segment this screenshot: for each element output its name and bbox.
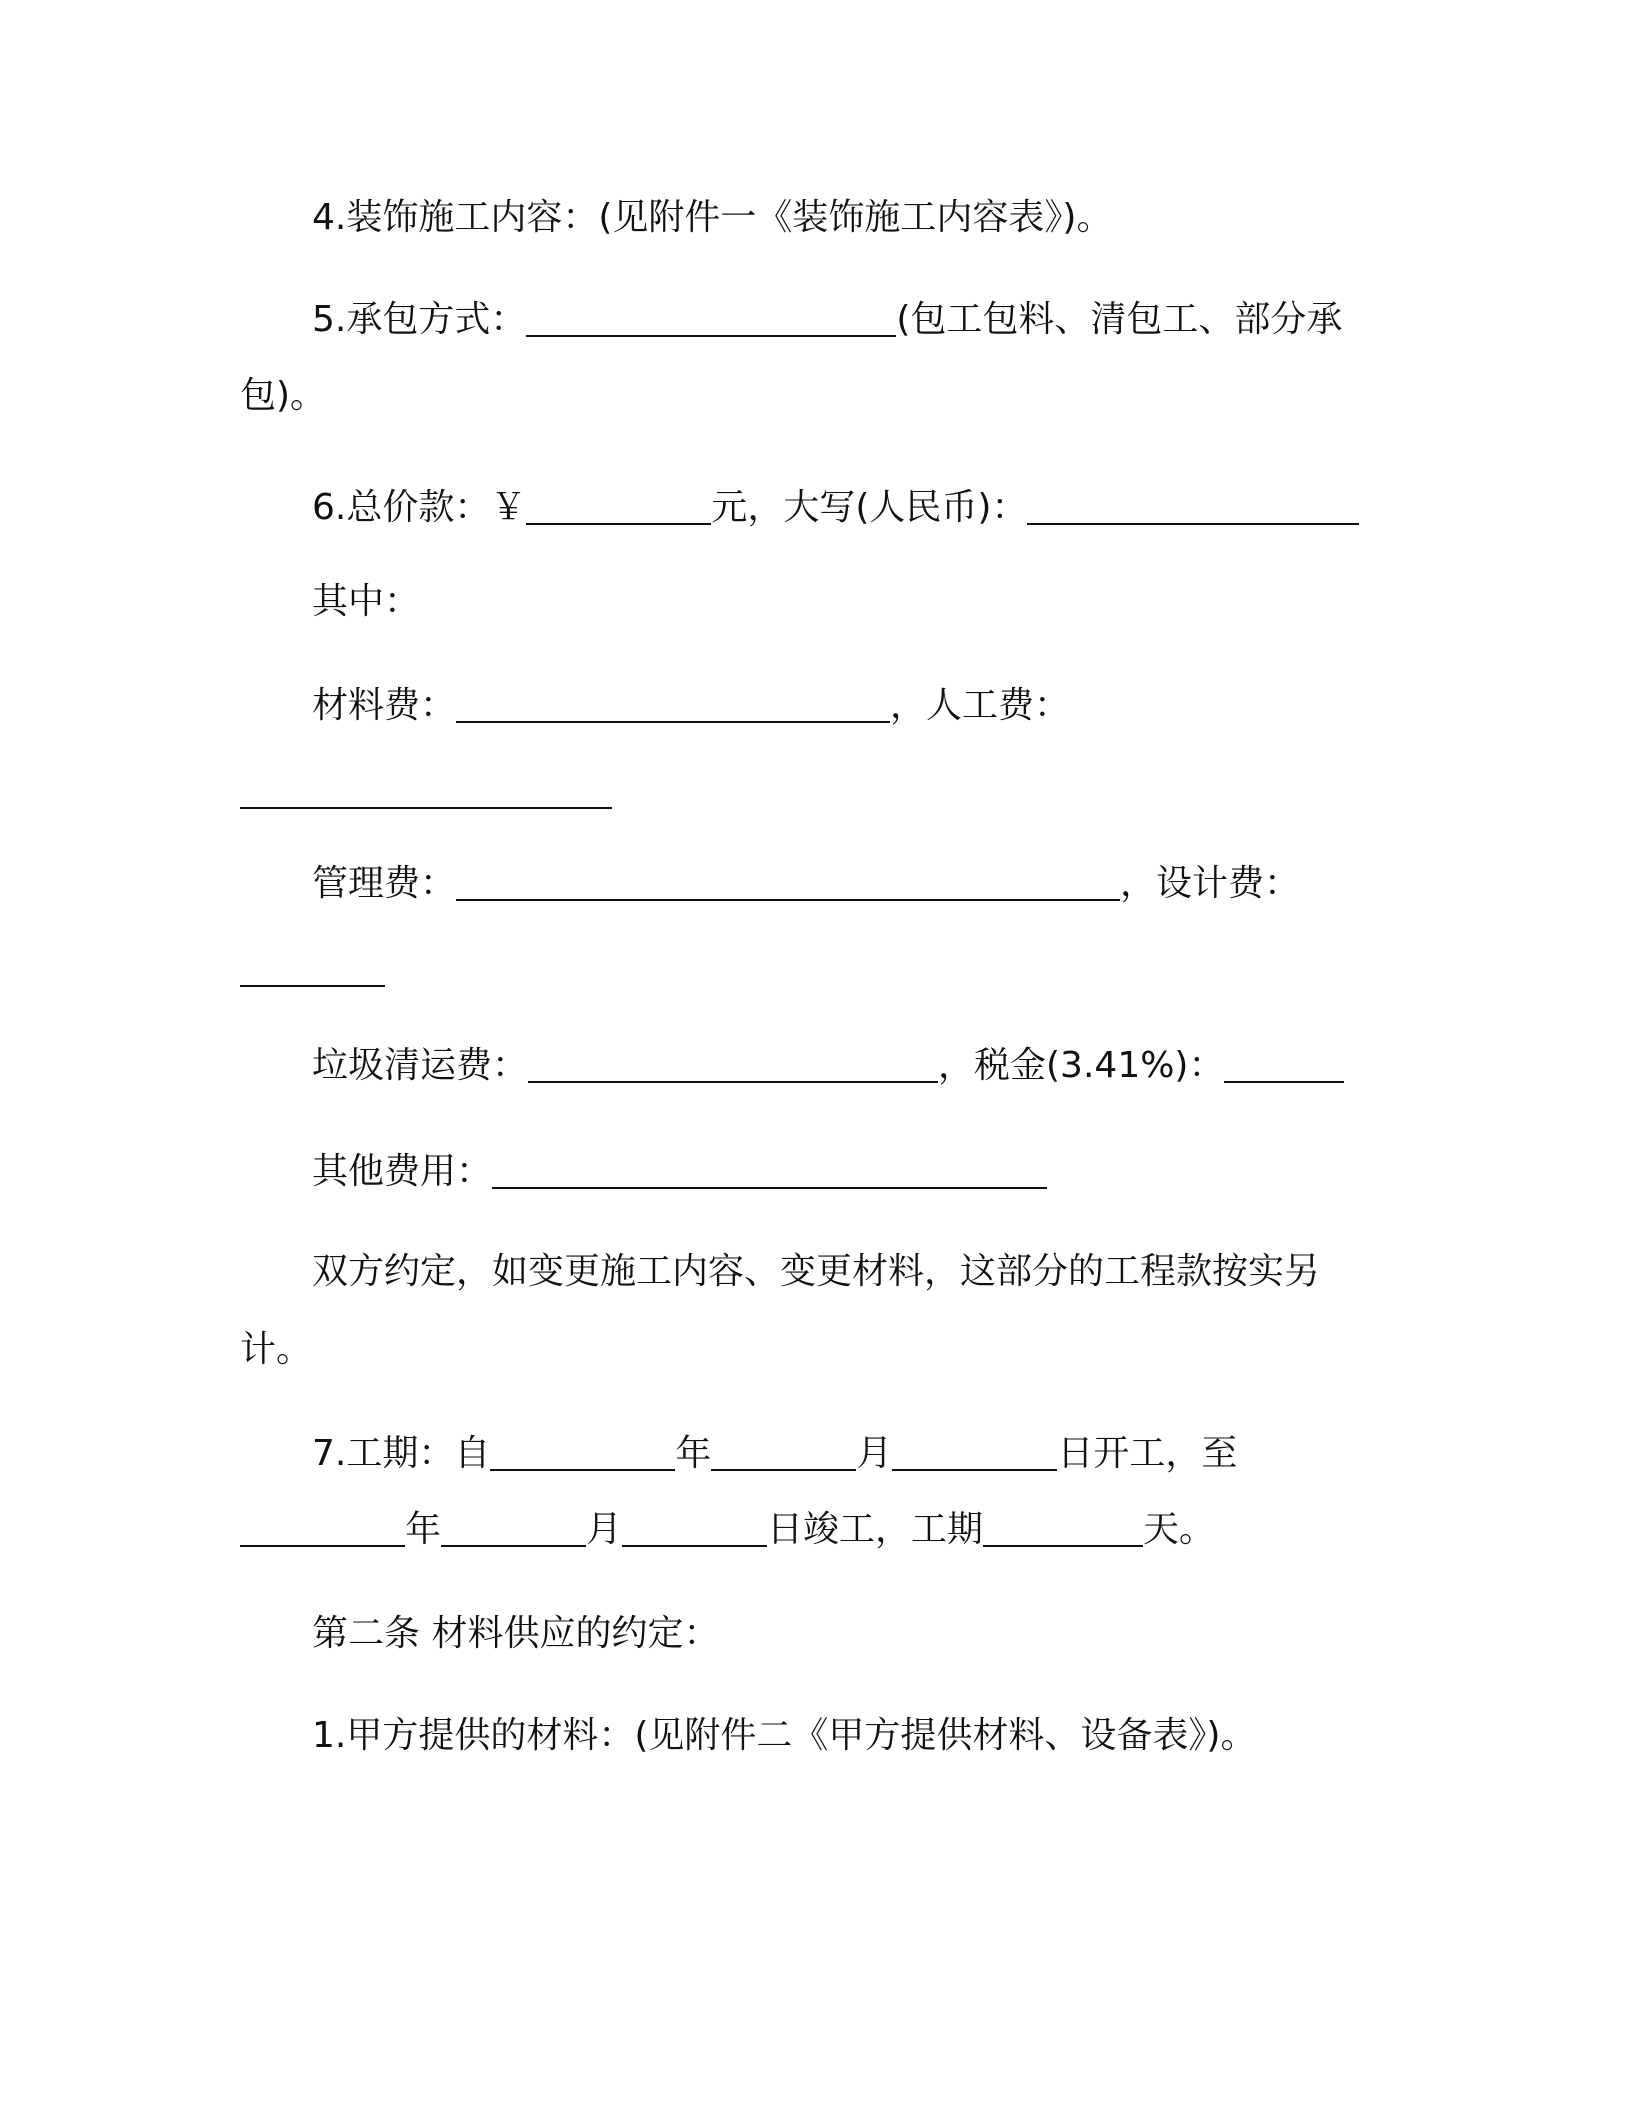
item-5-contract-method: [312, 298, 1342, 342]
labor-fee-label: ，人工费：: [890, 685, 1071, 726]
start-day-label: 日开工，至: [1057, 1433, 1238, 1474]
garbage-fee-blank[interactable]: [528, 1045, 938, 1083]
garbage-tax-fee-line: [312, 1044, 1344, 1088]
agreement-line-1: 双方约定，如变更施工内容、变更材料，这部分的工程款按实另: [312, 1251, 1321, 1292]
other-fee-blank[interactable]: [492, 1151, 1047, 1189]
end-month-blank[interactable]: [441, 1509, 586, 1547]
item-5-options: (包工包料、清包工、部分承: [896, 299, 1343, 340]
design-fee-line: [240, 948, 385, 992]
management-design-fee-line: [312, 862, 1300, 906]
material-fee-blank[interactable]: [456, 685, 890, 723]
item-5-label: 5.承包方式：: [312, 299, 527, 340]
garbage-fee-label: 垃圾清运费：: [312, 1045, 529, 1086]
item-6-yuan-label: 元，大写(人民币)：: [711, 487, 1028, 528]
material-fee-label: 材料费：: [312, 685, 457, 726]
management-fee-label: 管理费：: [312, 863, 457, 904]
start-month-label: 月: [856, 1433, 893, 1474]
labor-fee-blank[interactable]: [240, 771, 612, 809]
start-day-blank[interactable]: [892, 1433, 1057, 1471]
tax-blank[interactable]: [1224, 1045, 1344, 1083]
item-7-period-end: [240, 1508, 1215, 1552]
start-year-blank[interactable]: [490, 1433, 675, 1471]
article-2-heading: 第二条 材料供应的约定：: [312, 1613, 720, 1654]
start-year-label: 年: [675, 1433, 712, 1474]
contract-method-blank[interactable]: [526, 299, 896, 337]
supply-item-1: 1.甲方提供的材料：(见附件二《甲方提供材料、设备表》)。: [312, 1715, 1257, 1756]
item-7-label: 7.工期：自: [312, 1433, 491, 1474]
item-6-total-price: [312, 486, 1359, 530]
total-price-amount-blank[interactable]: [526, 487, 711, 525]
agreement-line-2: 计。: [240, 1329, 313, 1370]
end-year-blank[interactable]: [240, 1509, 405, 1547]
start-month-blank[interactable]: [711, 1433, 856, 1471]
tax-label: ，税金(3.41%)：: [938, 1045, 1225, 1086]
material-labor-fee-line: [312, 684, 1070, 728]
days-label: 天。: [1143, 1509, 1216, 1550]
end-month-label: 月: [586, 1509, 623, 1550]
item-7-period-start: [312, 1432, 1237, 1476]
labor-fee-line: [240, 770, 612, 814]
item-4-decoration-content: 4.装饰施工内容：(见附件一《装饰施工内容表》)。: [312, 197, 1113, 238]
end-year-label: 年: [405, 1509, 442, 1550]
item-5-continuation: 包)。: [240, 375, 327, 416]
among-them-label: 其中：: [312, 581, 421, 622]
design-fee-label: ，设计费：: [1120, 863, 1301, 904]
other-fee-label: 其他费用：: [312, 1151, 493, 1192]
end-day-blank[interactable]: [622, 1509, 767, 1547]
design-fee-blank[interactable]: [240, 949, 385, 987]
other-fee-line: [312, 1150, 1047, 1194]
end-day-label: 日竣工，工期: [767, 1509, 984, 1550]
period-days-blank[interactable]: [983, 1509, 1143, 1547]
management-fee-blank[interactable]: [456, 863, 1120, 901]
total-price-capital-blank[interactable]: [1027, 487, 1359, 525]
item-6-label: 6.总价款：￥: [312, 487, 527, 528]
